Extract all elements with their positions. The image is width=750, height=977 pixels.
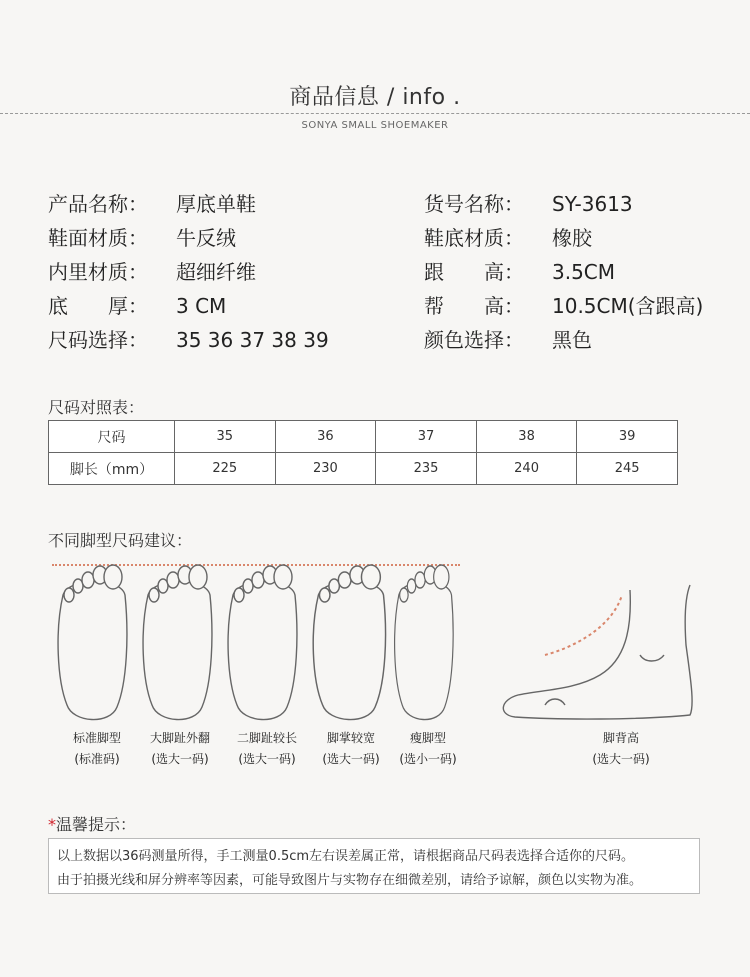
foot-type-name: 标准脚型 xyxy=(72,731,121,745)
table-cell: 37 xyxy=(376,421,477,453)
spec-sole-material xyxy=(424,222,592,251)
spec-label: 帮 高： xyxy=(424,294,524,318)
spec-value: 橡胶 xyxy=(552,226,592,250)
foot-type-slim xyxy=(383,728,473,770)
spec-value: 10.5CM(含跟高) xyxy=(552,294,704,318)
spec-value: 3 CM xyxy=(176,294,227,318)
table-row xyxy=(49,421,678,453)
header-divider xyxy=(0,113,750,114)
table-header-cell: 脚长（mm） xyxy=(49,453,175,485)
foot-type-standard xyxy=(52,728,142,770)
size-chart-table xyxy=(48,420,678,485)
foot-illustrations xyxy=(0,555,750,730)
table-cell: 225 xyxy=(175,453,276,485)
spec-size-options xyxy=(48,324,329,353)
spec-sole-thickness xyxy=(48,290,226,319)
tips-line: 以上数据以36码测量所得，手工测量0.5cm左右误差属正常，请根据商品尺码表选择合适你的尺码。 xyxy=(57,849,635,864)
spec-label: 底 厚： xyxy=(48,294,148,318)
foot-type-advice: (选大一码) xyxy=(592,752,650,766)
spec-value: 35 36 37 38 39 xyxy=(176,328,329,352)
spec-value: 超细纤维 xyxy=(176,260,256,284)
asterisk-icon: * xyxy=(48,815,56,834)
table-cell: 39 xyxy=(577,421,678,453)
tips-title-text: 温馨提示： xyxy=(56,815,137,834)
table-cell: 36 xyxy=(275,421,376,453)
spec-heel-height xyxy=(424,256,615,285)
foot-type-name: 瘦脚型 xyxy=(409,731,446,745)
spec-label: 尺码选择： xyxy=(48,328,148,352)
spec-label: 产品名称： xyxy=(48,192,148,216)
brand-subtitle: SONYA SMALL SHOEMAKER xyxy=(301,120,449,131)
table-cell: 230 xyxy=(275,453,376,485)
foot-type-advice: (选大一码) xyxy=(238,752,296,766)
table-cell: 240 xyxy=(476,453,577,485)
foot-type-name: 二脚趾较长 xyxy=(236,731,297,745)
spec-value: 3.5CM xyxy=(552,260,616,284)
spec-label: 鞋面材质： xyxy=(48,226,148,250)
spec-label: 内里材质： xyxy=(48,260,148,284)
spec-value: SY-3613 xyxy=(552,192,633,216)
spec-value: 厚底单鞋 xyxy=(176,192,256,216)
foot-type-advice: (选大一码) xyxy=(322,752,380,766)
spec-upper-material xyxy=(48,222,236,251)
foot-advice-title: 不同脚型尺码建议： xyxy=(48,531,193,550)
spec-label: 鞋底材质： xyxy=(424,226,524,250)
foot-long-second-toe-icon xyxy=(228,565,297,720)
tips-line: 由于拍摄光线和屏分辨率等因素，可能导致图片与实物存在细微差别，请给予谅解，颜色以实物为准。 xyxy=(57,873,643,888)
foot-standard-icon xyxy=(58,565,127,720)
table-cell: 35 xyxy=(175,421,276,453)
tips-box xyxy=(48,838,700,894)
spec-item-number xyxy=(424,188,633,217)
table-header-cell: 尺码 xyxy=(49,421,175,453)
spec-value: 黑色 xyxy=(552,328,592,352)
spec-label: 货号名称： xyxy=(424,192,524,216)
foot-type-bunion xyxy=(135,728,225,770)
foot-wide-icon xyxy=(313,565,385,720)
spec-color-options xyxy=(424,324,592,353)
tips-title xyxy=(48,812,136,835)
foot-type-long-second-toe xyxy=(222,728,312,770)
spec-label: 跟 高： xyxy=(424,260,524,284)
foot-type-advice: (选小一码) xyxy=(399,752,457,766)
foot-type-advice: (标准码) xyxy=(74,752,120,766)
spec-value: 牛反绒 xyxy=(176,226,236,250)
table-cell: 245 xyxy=(577,453,678,485)
spec-product-name xyxy=(48,188,256,217)
foot-slim-icon xyxy=(395,565,454,720)
foot-type-high-instep xyxy=(576,728,666,770)
foot-type-name: 脚掌较宽 xyxy=(326,731,375,745)
size-table-title: 尺码对照表： xyxy=(48,398,145,417)
spec-shaft-height xyxy=(424,290,703,319)
foot-type-name: 大脚趾外翻 xyxy=(149,731,210,745)
foot-high-instep-icon xyxy=(503,585,692,719)
page-title: 商品信息 / info . xyxy=(289,85,461,110)
table-cell: 38 xyxy=(476,421,577,453)
foot-type-name: 脚背高 xyxy=(602,731,639,745)
foot-type-advice: (选大一码) xyxy=(151,752,209,766)
table-cell: 235 xyxy=(376,453,477,485)
table-row xyxy=(49,453,678,485)
foot-bunion-icon xyxy=(143,565,212,720)
spec-lining-material xyxy=(48,256,256,285)
spec-label: 颜色选择： xyxy=(424,328,524,352)
